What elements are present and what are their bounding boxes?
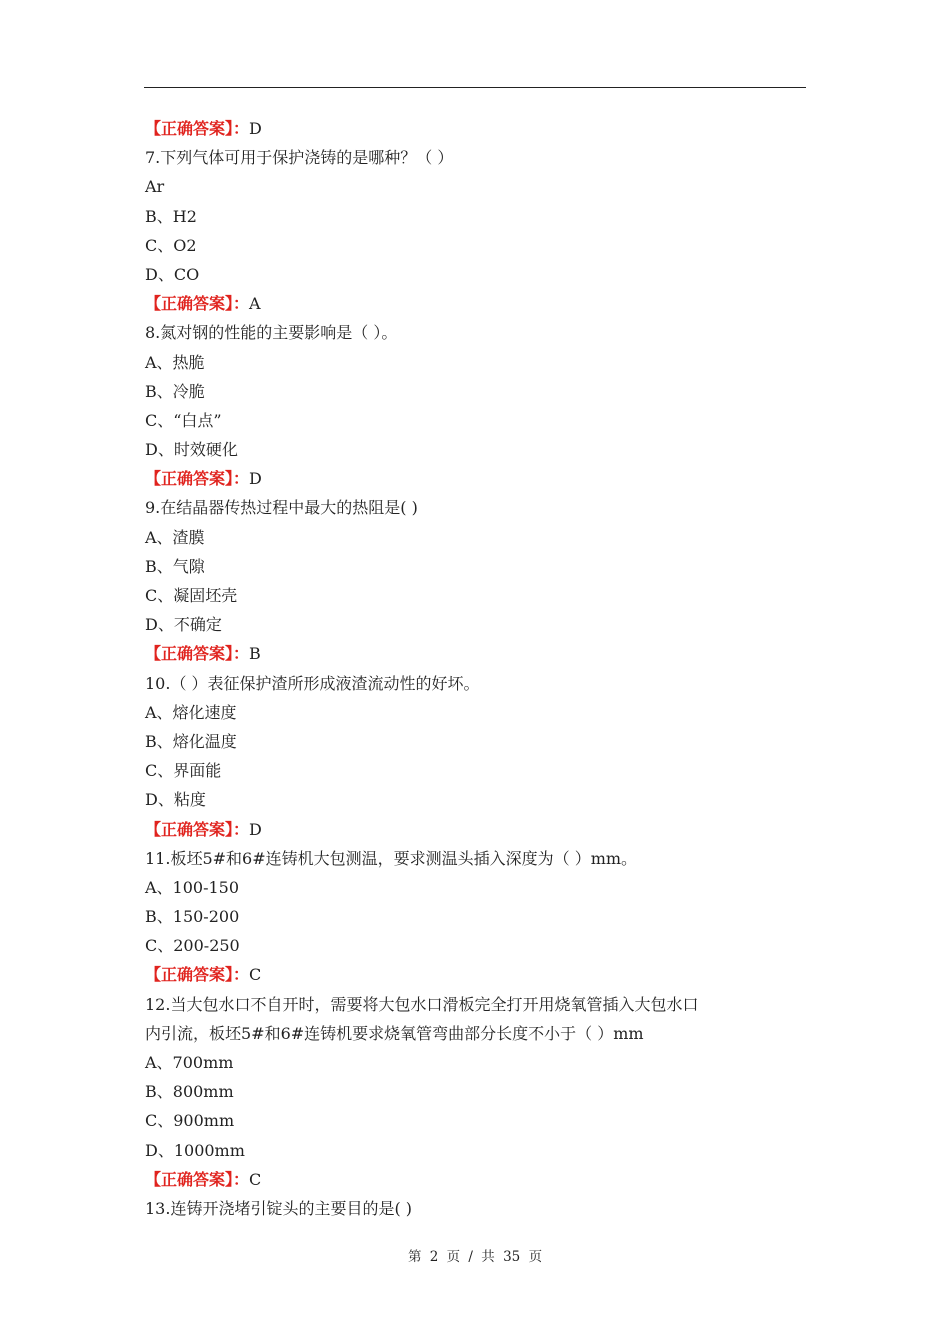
footer-page-number: 2	[429, 1249, 439, 1265]
page-footer	[0, 1245, 950, 1265]
question-stem: 10.（ ）表征保护渣所形成液渣流动性的好坏。	[145, 673, 480, 693]
question-stem: 9.在结晶器传热过程中最大的热阻是( )	[145, 498, 418, 518]
option: C、200-250	[145, 936, 240, 956]
option: A、700mm	[145, 1053, 234, 1072]
answer-line	[145, 639, 807, 668]
answer-value: D	[249, 119, 262, 138]
question-block	[145, 318, 807, 493]
option: C、凝固坯壳	[145, 586, 238, 605]
question-block	[145, 493, 807, 668]
answer-line	[145, 815, 807, 844]
answer-value: C	[249, 965, 262, 985]
question-block	[145, 990, 807, 1194]
answer-label: 【正确答案】：	[145, 1169, 250, 1189]
footer-total-prefix: 共	[481, 1249, 495, 1265]
answer-value: C	[249, 1169, 262, 1189]
question-stem: 11.板坯5#和6#连铸机大包测温，要求测温头插入深度为（ ）mm。	[145, 848, 638, 868]
option: B、冷脆	[145, 381, 205, 401]
question-block	[145, 844, 807, 990]
option: C、900mm	[145, 1111, 235, 1131]
option: B、熔化温度	[145, 731, 237, 751]
option: B、H2	[145, 206, 197, 226]
option: B、150-200	[145, 907, 240, 927]
answer-line	[145, 114, 807, 143]
answer-line	[145, 289, 807, 318]
option: D、CO	[145, 264, 200, 284]
option: D、时效硬化	[145, 440, 238, 460]
answer-label: 【正确答案】：	[145, 965, 250, 985]
answer-value: B	[249, 644, 261, 664]
option: C、“白点”	[145, 410, 222, 430]
option: A、渣膜	[145, 527, 205, 547]
answer-label: 【正确答案】：	[145, 469, 250, 489]
answer-value: A	[249, 294, 261, 314]
option: D、粘度	[145, 790, 206, 810]
option: A、热脆	[145, 352, 205, 372]
answer-value: D	[249, 469, 262, 489]
option: B、800mm	[145, 1082, 234, 1102]
answer-label: 【正确答案】：	[145, 119, 250, 138]
option: Ar	[145, 177, 165, 197]
answer-label: 【正确答案】：	[145, 644, 250, 664]
answer-line	[145, 464, 807, 493]
option: C、O2	[145, 235, 197, 255]
footer-total-pages: 35	[503, 1249, 521, 1265]
footer-total-unit: 页	[528, 1249, 543, 1265]
question-block	[145, 143, 807, 318]
question-stem: 8.氮对钢的性能的主要影响是（ ）。	[145, 323, 398, 343]
footer-separator: /	[468, 1249, 473, 1265]
footer-page-unit: 页	[446, 1249, 461, 1265]
option: A、熔化速度	[145, 702, 237, 722]
question-stem-line: 内引流，板坯5#和6#连铸机要求烧氧管弯曲部分长度不小于（ ）mm	[145, 1023, 644, 1043]
question-block	[145, 669, 807, 844]
option: C、界面能	[145, 761, 222, 781]
option: B、气隙	[145, 556, 205, 576]
answer-label: 【正确答案】：	[145, 294, 250, 314]
option: A、100-150	[145, 877, 240, 897]
option: D、不确定	[145, 615, 222, 635]
answer-label: 【正确答案】：	[145, 819, 250, 839]
question-stem-line: 12.当大包水口不自开时，需要将大包水口滑板完全打开用烧氧管插入大包水口	[145, 994, 699, 1014]
answer-line	[145, 1165, 807, 1194]
page-content	[145, 114, 807, 1223]
question-stem: 13.连铸开浇堵引锭头的主要目的是( )	[145, 1198, 413, 1218]
answer-line	[145, 960, 807, 989]
option: D、1000mm	[145, 1140, 245, 1160]
header-rule	[144, 87, 806, 88]
answer-value: D	[249, 819, 262, 839]
question-stem: 7.下列气体可用于保护浇铸的是哪种？（ ）	[145, 148, 454, 168]
footer-prefix: 第	[407, 1249, 422, 1265]
